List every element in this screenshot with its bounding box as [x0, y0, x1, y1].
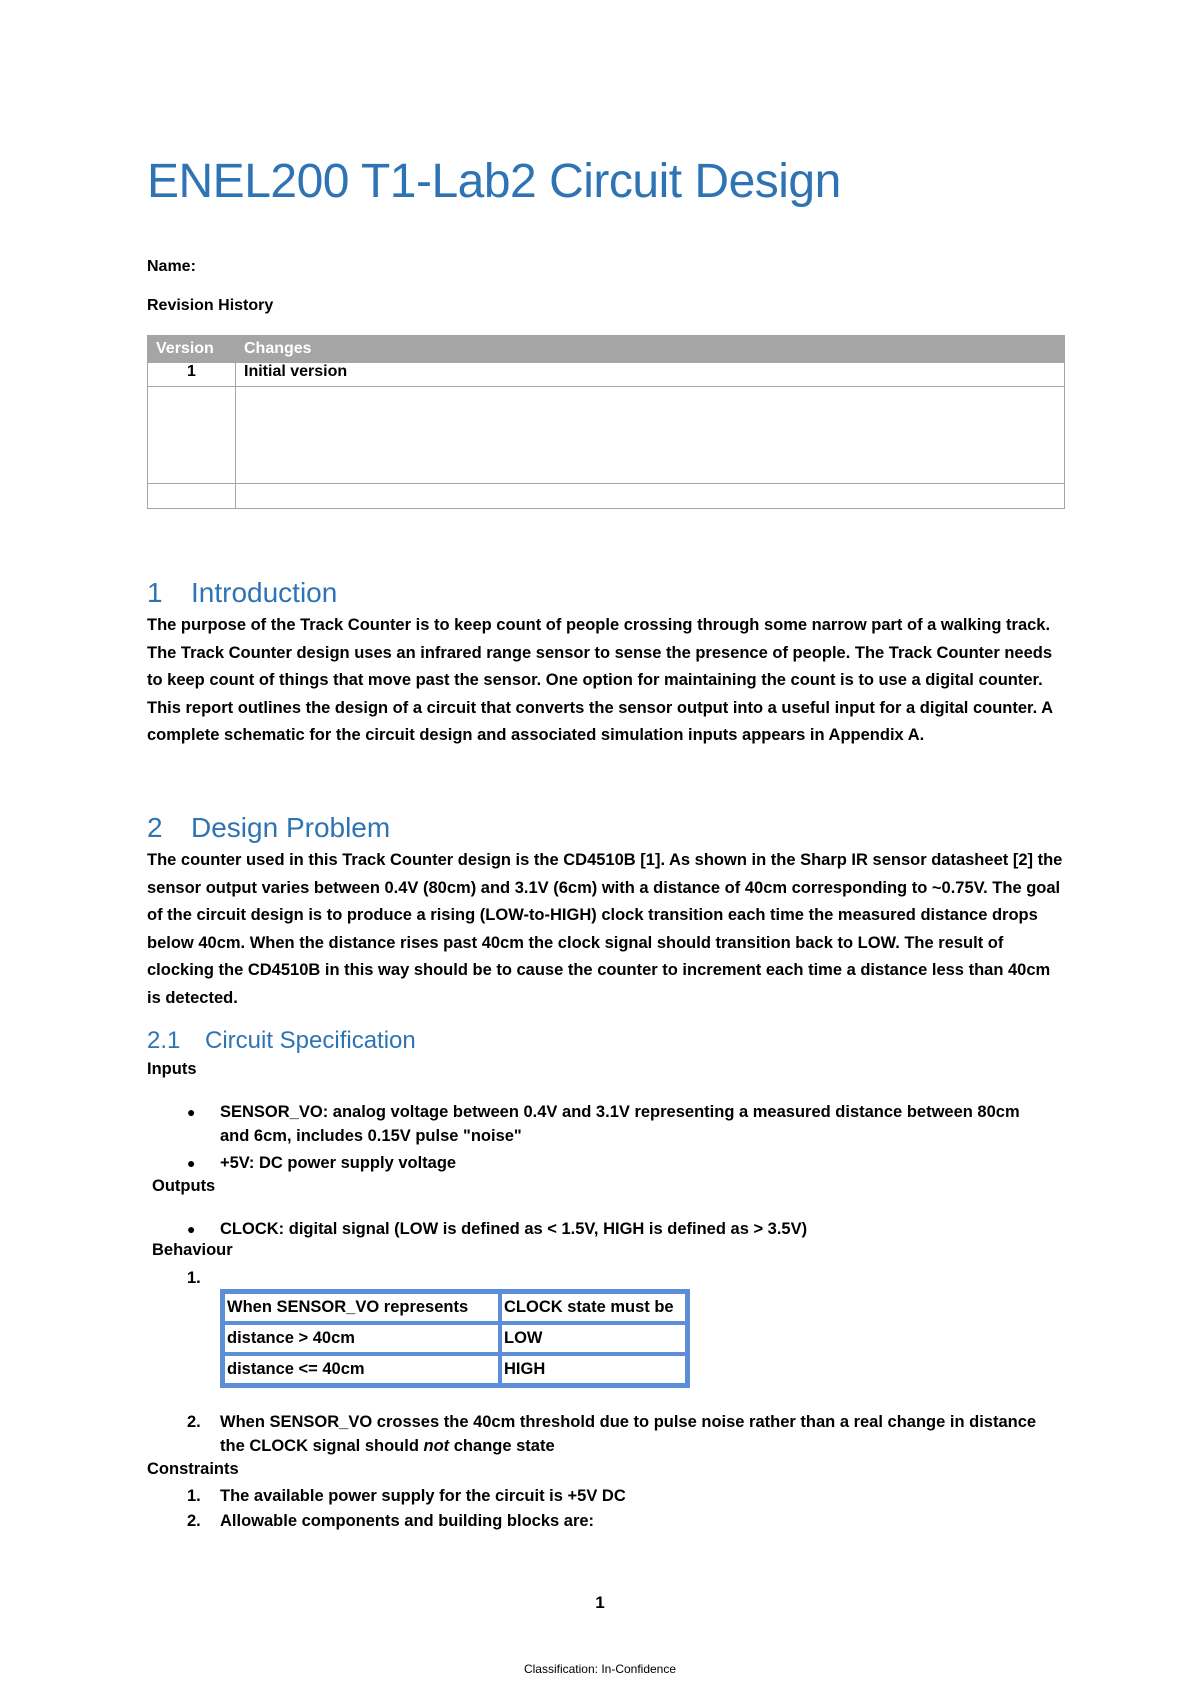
- constraint-text: The available power supply for the circuit is +5V DC: [220, 1487, 626, 1505]
- bullet-icon: ●: [187, 1155, 196, 1171]
- revision-version-cell: [148, 484, 236, 509]
- revision-changes-cell: [236, 387, 1065, 484]
- constraint-text: Allowable components and building blocks are:: [220, 1512, 595, 1530]
- design-problem-paragraph: The counter used in this Track Counter design is the CD4510B [1]. As shown in the Sharp IR sensor datasheet [2] the sensor output varies between 0.4V (80cm) and 3.1V (6cm) with a distance of 40cm corresponding to ~0.75V. The goal of the circuit design is to produce a rising (LOW-to-HIGH) clock transition each time the measured distance drops below 40cm. When the distance rises past 40cm the clock signal should transition back to LOW. The result of clocking the CD4510B in this way should be to cause the counter to increment each time a distance less than 40cm is detected.: [147, 851, 1063, 1007]
- classification-footer: Classification: In-Confidence: [523, 1662, 677, 1676]
- bullet-icon: ●: [187, 1104, 196, 1120]
- name-label: Name:: [147, 258, 196, 275]
- outputs-label: Outputs: [152, 1177, 216, 1195]
- constraints-label: Constraints: [147, 1460, 239, 1478]
- behaviour-item-text: [220, 1410, 1047, 1458]
- section-number: 2: [147, 812, 163, 843]
- behaviour-cell: LOW: [500, 1323, 687, 1354]
- section-heading-introduction: [147, 577, 337, 609]
- behaviour-text-part: change state: [449, 1437, 555, 1455]
- output-text: CLOCK: digital signal (LOW is defined as < 1.5V, HIGH is defined as > 3.5V): [220, 1220, 808, 1238]
- list-item: [187, 1151, 1047, 1175]
- behaviour-item-2: [187, 1410, 1047, 1458]
- input-text: SENSOR_VO: analog voltage between 0.4V and 3.1V representing a measured distance between 80cm and 6cm, includes 0.15V pulse "noise": [220, 1103, 1020, 1145]
- behaviour-header-clock: CLOCK state must be: [500, 1292, 687, 1323]
- revision-table-header: [148, 336, 1065, 363]
- page-number: 1: [595, 1593, 605, 1612]
- behaviour-cell: distance <= 40cm: [223, 1354, 500, 1385]
- revision-changes-cell: Initial version: [236, 363, 1065, 387]
- emphasis-text: not: [423, 1437, 450, 1455]
- list-item: [187, 1100, 1047, 1148]
- behaviour-label: Behaviour: [152, 1241, 233, 1259]
- behaviour-cell: distance > 40cm: [223, 1323, 500, 1354]
- section-number: 1: [147, 577, 163, 608]
- table-row: [148, 484, 1065, 509]
- table-row: [223, 1354, 687, 1385]
- introduction-paragraph: The purpose of the Track Counter is to keep count of people crossing through some narrow part of a walking track. The Track Counter design uses an infrared range sensor to sense the presence of people. The Track Counter needs to keep count of things that move past the sensor. One option for maintaining the count is to use a digital counter. This report outlines the design of a circuit that converts the sensor output into a useful input for a digital counter. A complete schematic for the circuit design and associated simulation inputs appears in Appendix A.: [147, 616, 1053, 744]
- behaviour-header-sensor: When SENSOR_VO represents: [223, 1292, 500, 1323]
- item-number: 2.: [187, 1512, 201, 1530]
- section-title: Circuit Specification: [205, 1027, 416, 1054]
- item-number: 1.: [187, 1269, 201, 1287]
- inputs-label: Inputs: [147, 1060, 197, 1078]
- document-title: ENEL200 T1-Lab2 Circuit Design: [147, 155, 841, 208]
- table-row: [223, 1292, 687, 1323]
- revision-version-cell: 1: [148, 363, 236, 387]
- constraint-item: [187, 1509, 1047, 1533]
- section-title: Design Problem: [191, 812, 391, 843]
- table-row: [223, 1323, 687, 1354]
- section-heading-design-problem: [147, 812, 390, 844]
- section-heading-circuit-specification: [147, 1027, 416, 1055]
- revision-history-label: Revision History: [147, 297, 274, 314]
- item-number: 1.: [187, 1487, 201, 1505]
- revision-history-table: [147, 335, 1065, 509]
- behaviour-text-part: When SENSOR_VO crosses the 40cm threshold due to pulse noise rather than a real change in distance the CLOCK signal should: [220, 1413, 1037, 1455]
- revision-changes-cell: [236, 484, 1065, 509]
- constraint-item: [187, 1484, 1047, 1508]
- behaviour-cell: HIGH: [500, 1354, 687, 1385]
- table-row: [148, 387, 1065, 484]
- revision-header-changes: Changes: [236, 336, 1065, 363]
- table-row: [148, 363, 1065, 387]
- revision-header-version: Version: [148, 336, 236, 363]
- section-number: 2.1: [147, 1027, 181, 1054]
- revision-version-cell: [148, 387, 236, 484]
- item-number: 2.: [187, 1413, 201, 1431]
- section-title: Introduction: [191, 577, 338, 608]
- behaviour-table: [220, 1289, 690, 1388]
- list-item: [187, 1217, 1047, 1241]
- input-text: +5V: DC power supply voltage: [220, 1154, 457, 1172]
- bullet-icon: ●: [187, 1221, 196, 1237]
